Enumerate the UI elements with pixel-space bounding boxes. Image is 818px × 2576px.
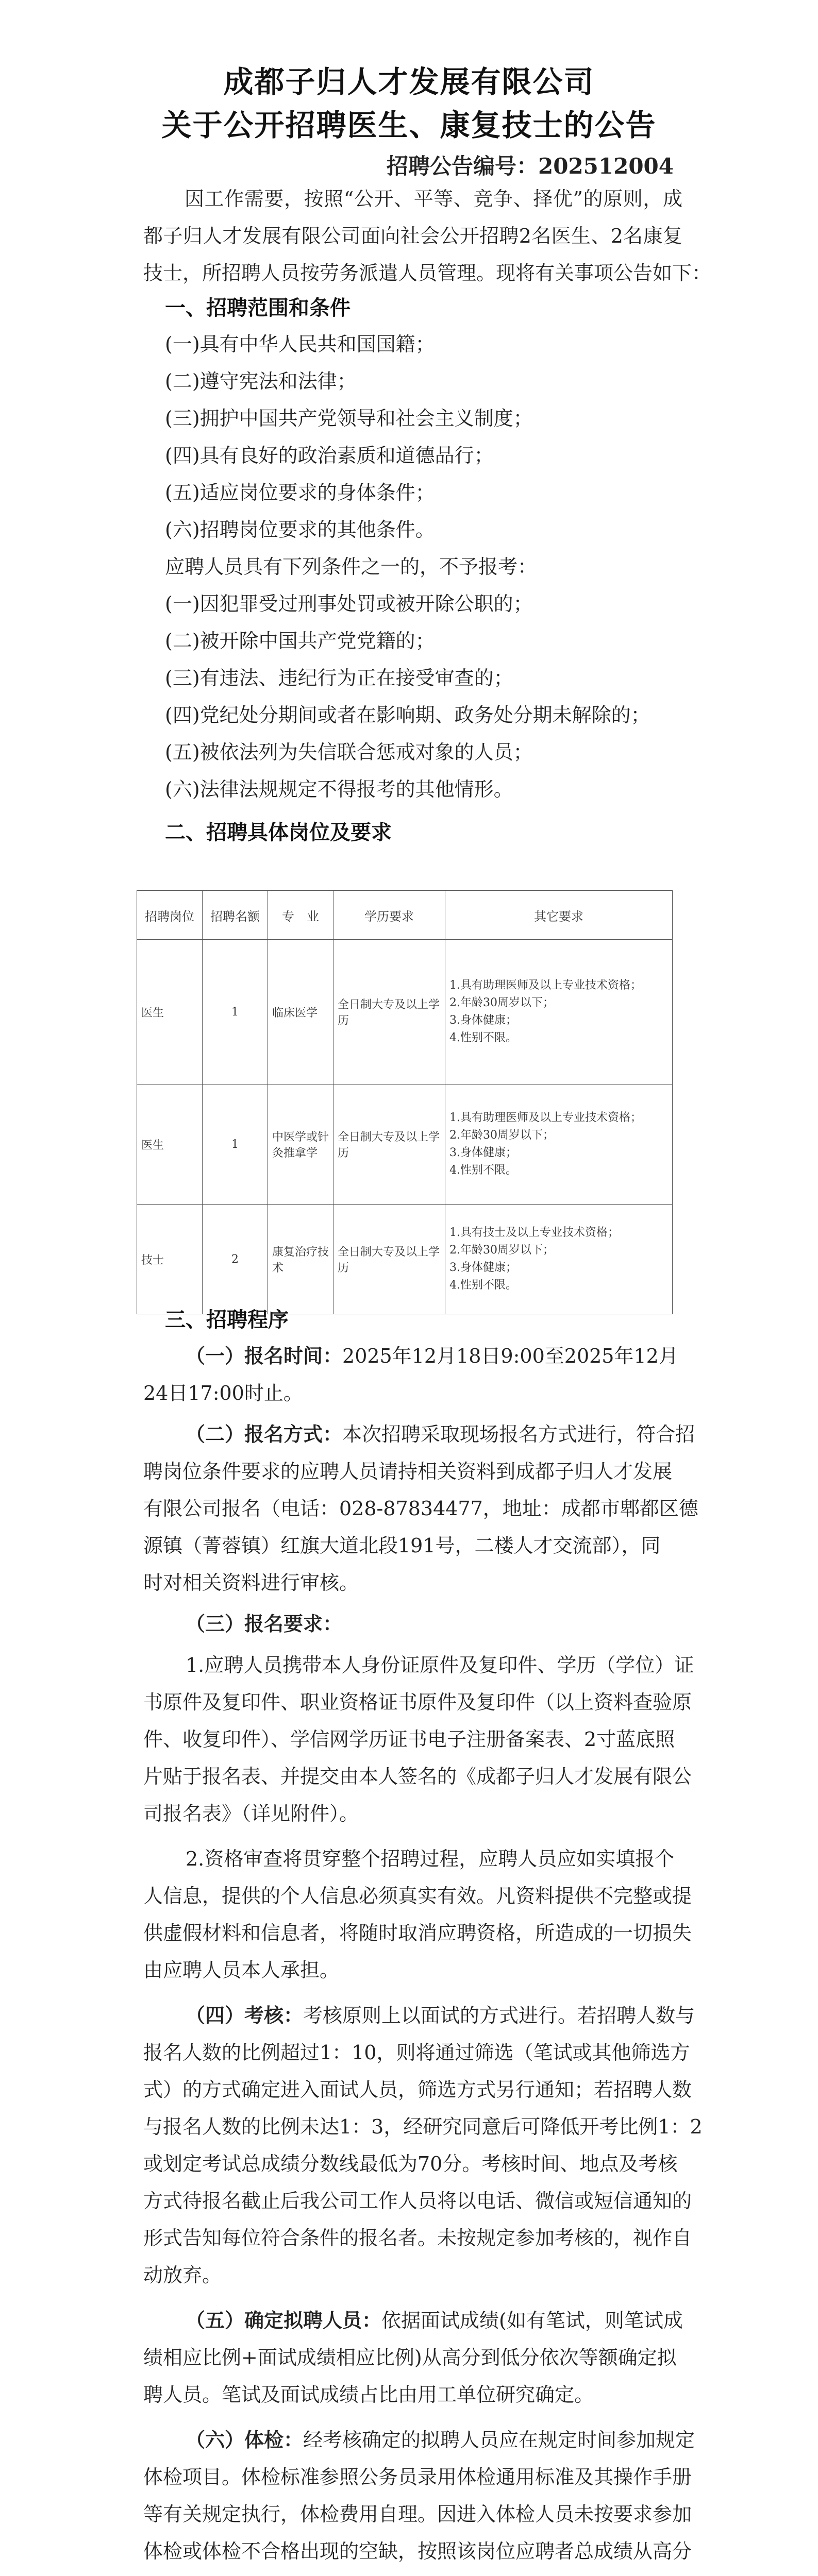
requirement-line: 1.具有助理医师及以上专业技术资格； bbox=[449, 979, 642, 992]
reg-req-1-line: 司报名表》（详见附件）。 bbox=[143, 1802, 359, 1825]
requirement-line: 1.具有助理医师及以上专业技术资格； bbox=[449, 1111, 642, 1124]
cell-requirements bbox=[445, 940, 673, 1084]
condition-item: (四)具有良好的政治素质和道德品行； bbox=[165, 444, 494, 467]
reg-method-text: 本次招聘采取现场报名方式进行，符合招 bbox=[342, 1423, 695, 1446]
reg-req-2-line: 供虚假材料和信息者，将随时取消应聘资格，所造成的一切损失 bbox=[143, 1922, 692, 1944]
cell-count: 1 bbox=[203, 940, 268, 1084]
condition-item: (二)遵守宪法和法律； bbox=[165, 370, 357, 393]
condition-item: (六)招聘岗位要求的其他条件。 bbox=[165, 518, 435, 541]
section-heading-1: 一、招聘范围和条件 bbox=[165, 296, 350, 320]
cell-post: 医生 bbox=[137, 1084, 203, 1205]
table-row bbox=[137, 1205, 673, 1314]
condition-item: (一)具有中华人民共和国国籍； bbox=[165, 333, 435, 355]
confirm-line bbox=[186, 2302, 725, 2339]
positions-table bbox=[137, 890, 673, 1314]
exam-line: 或划定考试总成绩分数线最低为70分。考核时间、地点及考核 bbox=[143, 2153, 678, 2175]
table-header: 招聘岗位 bbox=[137, 891, 203, 940]
exam-line: 式）的方式确定进入面试人员，筛选方式另行通知；若招聘人数 bbox=[143, 2078, 692, 2101]
requirement-line: 2.年龄30周岁以下； bbox=[449, 996, 554, 1009]
reg-req-1-line: 书原件及复印件、职业资格证书原件及复印件（以上资料查验原 bbox=[143, 1691, 692, 1714]
table-row bbox=[137, 1084, 673, 1205]
reg-method-label: （二）报名方式： bbox=[186, 1422, 343, 1446]
requirement-line: 3.身体健康； bbox=[449, 1014, 517, 1027]
physical-line: 体检项目。体检标准参照公务员录用体检通用标准及其操作手册 bbox=[143, 2466, 692, 2488]
exam-text: 考核原则上以面试的方式进行。若招聘人数与 bbox=[303, 2004, 695, 2027]
table-header: 招聘名额 bbox=[203, 891, 268, 940]
confirm-line: 聘人员。笔试及面试成绩占比由用工单位研究确定。 bbox=[143, 2383, 594, 2406]
reg-method-line: 聘岗位条件要求的应聘人员请持相关资料到成都子归人才发展 bbox=[143, 1460, 673, 1483]
requirement-line: 4.性别不限。 bbox=[449, 1279, 517, 1292]
requirement-line: 3.身体健康； bbox=[449, 1146, 517, 1159]
reg-method-line: 有限公司报名（电话：028-87834477，地址：成都市郫都区德 bbox=[143, 1497, 698, 1520]
exclusion-item: (二)被开除中国共产党党籍的； bbox=[165, 630, 435, 652]
reg-req-title: （三）报名要求： bbox=[186, 1612, 343, 1635]
title-line-1: 成都子归人才发展有限公司 bbox=[223, 64, 595, 99]
cell-count: 2 bbox=[203, 1205, 268, 1314]
reg-time-line: 24日17:00时止。 bbox=[143, 1382, 303, 1404]
cell-post: 技士 bbox=[137, 1205, 203, 1314]
condition-item: (三)拥护中国共产党领导和社会主义制度； bbox=[165, 407, 533, 430]
table-row bbox=[137, 940, 673, 1084]
cell-edu: 全日制大专及以上学历 bbox=[333, 1084, 445, 1205]
confirm-line: 绩相应比例+面试成绩相应比例)从高分到低分依次等额确定拟 bbox=[143, 2346, 677, 2369]
exclusion-item: (五)被依法列为失信联合惩戒对象的人员； bbox=[165, 741, 533, 764]
section-heading-3: 三、招聘程序 bbox=[165, 1308, 289, 1332]
exam-line bbox=[186, 1997, 725, 2034]
reg-method-line: 时对相关资料进行审核。 bbox=[143, 1571, 359, 1594]
table-header: 学历要求 bbox=[333, 891, 445, 940]
reg-time-label: （一）报名时间： bbox=[186, 1344, 343, 1367]
exam-line: 形式告知每位符合条件的报名者。未按规定参加考核的，视作自 bbox=[143, 2227, 692, 2249]
confirm-text: 依据面试成绩(如有笔试，则笔试成 bbox=[381, 2309, 683, 2332]
reg-req-1-line: 片贴于报名表、并提交由本人签名的《成都子归人才发展有限公 bbox=[143, 1765, 692, 1788]
exclusion-item: (一)因犯罪受过刑事处罚或被开除公职的； bbox=[165, 592, 533, 615]
confirm-label: （五）确定拟聘人员： bbox=[186, 2309, 382, 2332]
table-header: 专 业 bbox=[268, 891, 333, 940]
section-heading-2: 二、招聘具体岗位及要求 bbox=[165, 820, 392, 844]
cell-major: 康复治疗技术 bbox=[268, 1205, 333, 1314]
cell-count: 1 bbox=[203, 1084, 268, 1205]
reg-req-2-line: 2.资格审查将贯穿整个招聘过程，应聘人员应如实填报个 bbox=[186, 1848, 675, 1870]
requirement-line: 4.性别不限。 bbox=[449, 1031, 517, 1044]
reg-req-2-line: 人信息，提供的个人信息必须真实有效。凡资料提供不完整或提 bbox=[143, 1885, 692, 1907]
reg-method-line: 源镇（菁蓉镇）红旗大道北段191号，二楼人才交流部），同 bbox=[143, 1534, 661, 1557]
reg-req-1-line: 1.应聘人员携带本人身份证原件及复印件、学历（学位）证 bbox=[186, 1654, 694, 1676]
reg-time-line bbox=[186, 1337, 725, 1375]
requirement-line: 2.年龄30周岁以下； bbox=[449, 1244, 554, 1257]
physical-line: 体检或体检不合格出现的空缺，按照该岗位应聘者总成绩从高分 bbox=[143, 2540, 692, 2563]
cell-requirements bbox=[445, 1084, 673, 1205]
intro-line: 因工作需要，按照“公开、平等、竞争、择优”的原则，成 bbox=[185, 188, 682, 210]
exam-label: （四）考核： bbox=[186, 2004, 304, 2027]
requirement-line: 4.性别不限。 bbox=[449, 1164, 517, 1177]
exam-line: 报名人数的比例超过1：10，则将通过筛选（笔试或其他筛选方 bbox=[143, 2041, 690, 2064]
notice-number: 招聘公告编号：202512004 bbox=[386, 154, 674, 179]
physical-text: 经考核确定的拟聘人员应在规定时间参加规定 bbox=[303, 2429, 695, 2451]
reg-req-1-line: 件、收复印件）、学信网学历证书电子注册备案表、2寸蓝底照 bbox=[143, 1728, 675, 1751]
reg-req-2-line: 由应聘人员本人承担。 bbox=[143, 1959, 340, 1981]
physical-label: （六）体检： bbox=[186, 2428, 304, 2451]
exclusion-item: (六)法律法规规定不得报考的其他情形。 bbox=[165, 778, 513, 801]
physical-line bbox=[186, 2421, 725, 2459]
title-line-2: 关于公开招聘医生、康复技士的公告 bbox=[161, 108, 657, 143]
exclusion-item: (四)党纪处分期间或者在影响期、政务处分期未解除的； bbox=[165, 704, 650, 726]
exclusion-item: (三)有违法、违纪行为正在接受审查的； bbox=[165, 667, 513, 689]
reg-method-line bbox=[186, 1416, 725, 1453]
intro-line: 都子归人才发展有限公司面向社会公开招聘2名医生、2名康复 bbox=[143, 225, 682, 247]
exclusion-intro: 应聘人员具有下列条件之一的，不予报考： bbox=[165, 555, 538, 578]
cell-major: 临床医学 bbox=[268, 940, 333, 1084]
cell-requirements bbox=[445, 1205, 673, 1314]
cell-edu: 全日制大专及以上学历 bbox=[333, 940, 445, 1084]
cell-edu: 全日制大专及以上学历 bbox=[333, 1205, 445, 1314]
exam-line: 方式待报名截止后我公司工作人员将以电话、微信或短信通知的 bbox=[143, 2190, 692, 2212]
intro-line: 技士，所招聘人员按劳务派遣人员管理。现将有关事项公告如下： bbox=[143, 262, 712, 284]
cell-post: 医生 bbox=[137, 940, 203, 1084]
requirement-line: 2.年龄30周岁以下； bbox=[449, 1129, 554, 1142]
condition-item: (五)适应岗位要求的身体条件； bbox=[165, 481, 435, 504]
requirement-line: 1.具有技士及以上专业技术资格； bbox=[449, 1226, 619, 1239]
cell-major: 中医学或针灸推拿学 bbox=[268, 1084, 333, 1205]
exam-line: 与报名人数的比例未达1：3，经研究同意后可降低开考比例1：2 bbox=[143, 2115, 703, 2138]
requirement-line: 3.身体健康； bbox=[449, 1261, 517, 1274]
physical-line bbox=[143, 2570, 682, 2576]
physical-line: 等有关规定执行，体检费用自理。因进入体检人员未按要求参加 bbox=[143, 2503, 692, 2526]
table-header: 其它要求 bbox=[445, 891, 673, 940]
exam-line: 动放弃。 bbox=[143, 2264, 222, 2286]
reg-time-text: 2025年12月18日9:00至2025年12月 bbox=[342, 1345, 678, 1367]
